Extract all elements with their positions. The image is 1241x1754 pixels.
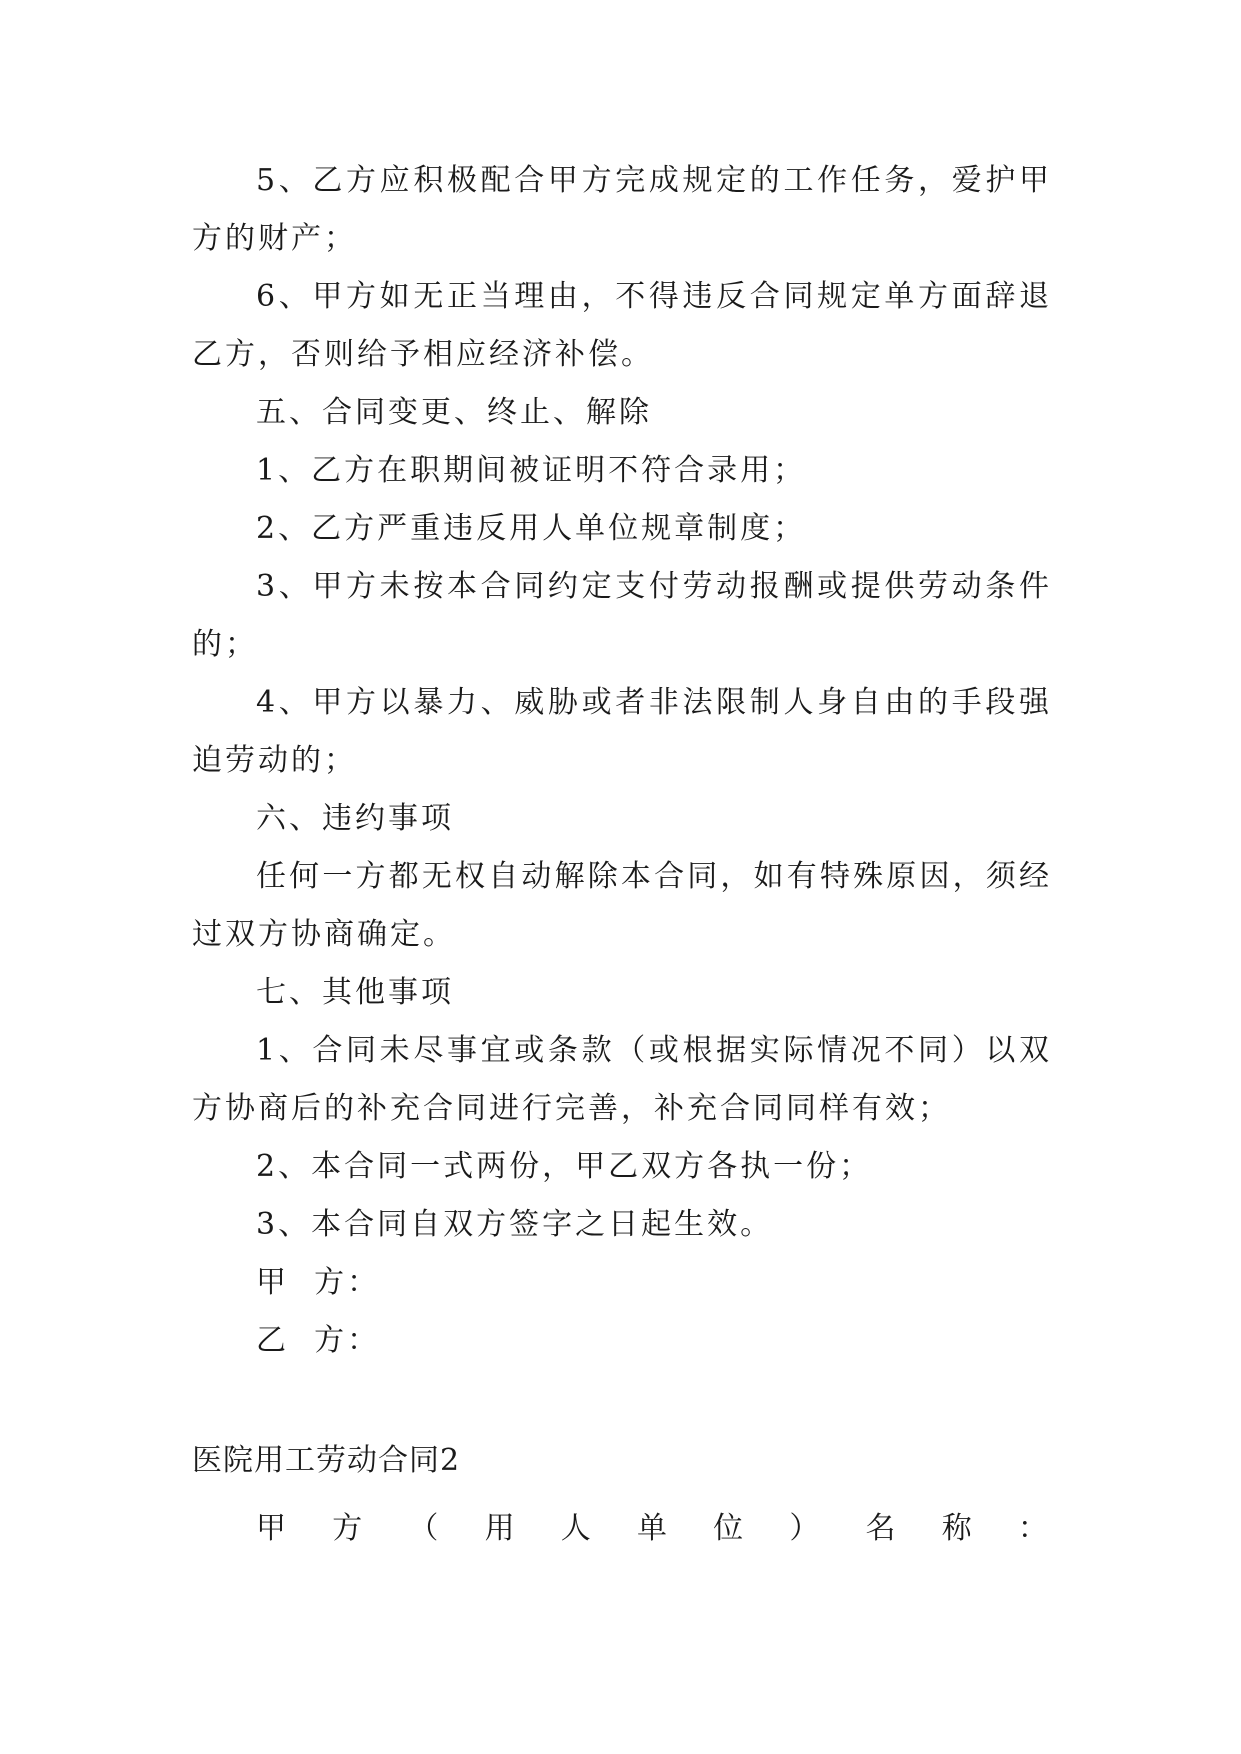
paragraph-other-1: 1、合同未尽事宜或条款（或根据实际情况不同）以双方协商后的补充合同进行完善，补充合同同样有效； <box>192 1033 1052 1126</box>
party-a-char: 名 <box>865 1511 896 1546</box>
party-a-char: 用 <box>484 1511 515 1546</box>
party-a-char: ： <box>1017 1511 1048 1546</box>
signature-party-a: 甲 方： <box>256 1265 381 1300</box>
paragraph-clause-1: 1、乙方在职期间被证明不符合录用； <box>256 453 807 488</box>
party-a-char: ） <box>789 1511 820 1546</box>
party-a-char: 方 <box>332 1511 363 1546</box>
paragraph-item-6: 6、甲方如无正当理由，不得违反合同规定单方面辞退乙方，否则给予相应经济补偿。 <box>192 279 1052 372</box>
paragraph-other-2: 2、本合同一式两份，甲乙双方各执一份； <box>256 1149 873 1184</box>
paragraph-other-3: 3、本合同自双方签字之日起生效。 <box>256 1207 774 1242</box>
signature-party-b: 乙 方： <box>256 1323 381 1358</box>
party-a-char: 单 <box>636 1511 667 1546</box>
section-heading-7: 七、其他事项 <box>256 975 454 1010</box>
party-a-name-line <box>256 1500 1048 1558</box>
section-heading-6: 六、违约事项 <box>256 801 454 836</box>
section-title: 医院用工劳动合同2 <box>192 1443 461 1478</box>
paragraph-clause-2: 2、乙方严重违反用人单位规章制度； <box>256 511 807 546</box>
section-heading-5: 五、合同变更、终止、解除 <box>256 395 652 430</box>
paragraph-clause-3: 3、甲方未按本合同约定支付劳动报酬或提供劳动条件的； <box>192 569 1052 662</box>
paragraph-item-5: 5、乙方应积极配合甲方完成规定的工作任务，爱护甲方的财产； <box>192 163 1052 256</box>
party-a-char: 人 <box>560 1511 591 1546</box>
paragraph-breach: 任何一方都无权自动解除本合同，如有特殊原因，须经过双方协商确定。 <box>192 859 1052 952</box>
party-a-char: 甲 <box>256 1511 286 1546</box>
party-a-char: 位 <box>713 1511 744 1546</box>
party-a-char: （ <box>408 1511 439 1546</box>
paragraph-clause-4: 4、甲方以暴力、威胁或者非法限制人身自由的手段强迫劳动的； <box>192 685 1052 778</box>
party-a-char: 称 <box>941 1511 972 1546</box>
